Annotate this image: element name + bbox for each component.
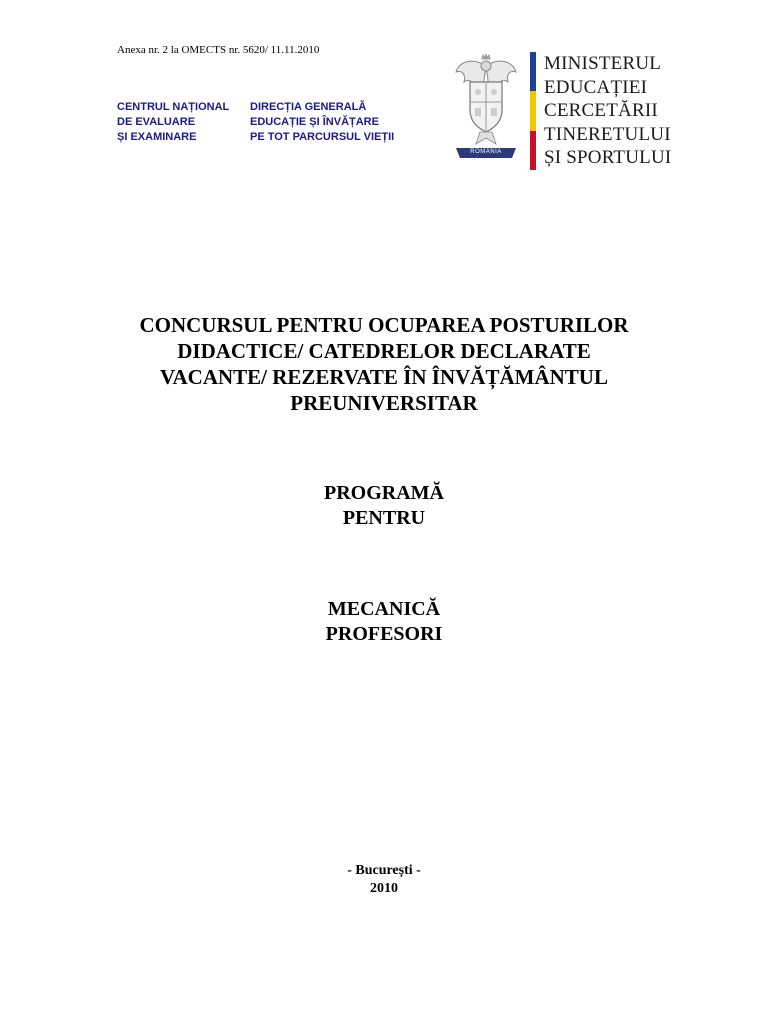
crest-banner-text: ROMÂNIA [470, 149, 502, 155]
flag-band-red [530, 131, 536, 170]
title-line: VACANTE/ REZERVATE ÎN ÎNVĂȚĂMÂNTUL [160, 365, 608, 389]
institution-line: DIRECȚIA GENERALĂ [250, 101, 367, 113]
institution-line: ȘI EXAMINARE [117, 131, 197, 143]
subject-heading [84, 597, 684, 647]
institution-cnee [117, 100, 229, 145]
title-line: PREUNIVERSITAR [290, 391, 478, 415]
institution-directorate [250, 100, 394, 145]
ministry-line: CERCETĂRII [544, 100, 658, 121]
programme-heading [84, 481, 684, 531]
programme-line: PROGRAMĂ [324, 482, 444, 504]
title-line: DIDACTICE/ CATEDRELOR DECLARATE [177, 339, 591, 363]
ministry-name [544, 52, 671, 170]
institution-line: EDUCAȚIE ȘI ÎNVĂȚARE [250, 116, 379, 128]
ministry-line: EDUCAȚIEI [544, 76, 648, 98]
place: - București - [347, 863, 421, 878]
ministry-line: ȘI SPORTULUI [544, 147, 672, 168]
place-and-year [284, 862, 484, 898]
title-line: CONCURSUL PENTRU OCUPAREA POSTURILOR [139, 313, 629, 337]
annex-reference: Anexa nr. 2 la OMECTS nr. 5620/ 11.11.2010 [117, 44, 320, 56]
tricolor-stripe [530, 52, 536, 170]
subject-line: MECANICĂ [327, 598, 441, 620]
ministry-line: TINERETULUI [544, 123, 671, 145]
institution-line: DE EVALUARE [117, 116, 196, 128]
document-title [84, 312, 684, 416]
year: 2010 [370, 881, 398, 896]
programme-line: PENTRU [342, 507, 426, 529]
institution-line: CENTRUL NAȚIONAL [117, 101, 230, 113]
coat-of-arms-icon [452, 52, 520, 160]
subject-line: PROFESORI [325, 623, 443, 645]
flag-band-yellow [530, 91, 536, 130]
flag-band-blue [530, 52, 536, 91]
ministry-line: MINISTERUL [544, 53, 662, 74]
institution-line: PE TOT PARCURSUL VIEȚII [250, 131, 395, 143]
